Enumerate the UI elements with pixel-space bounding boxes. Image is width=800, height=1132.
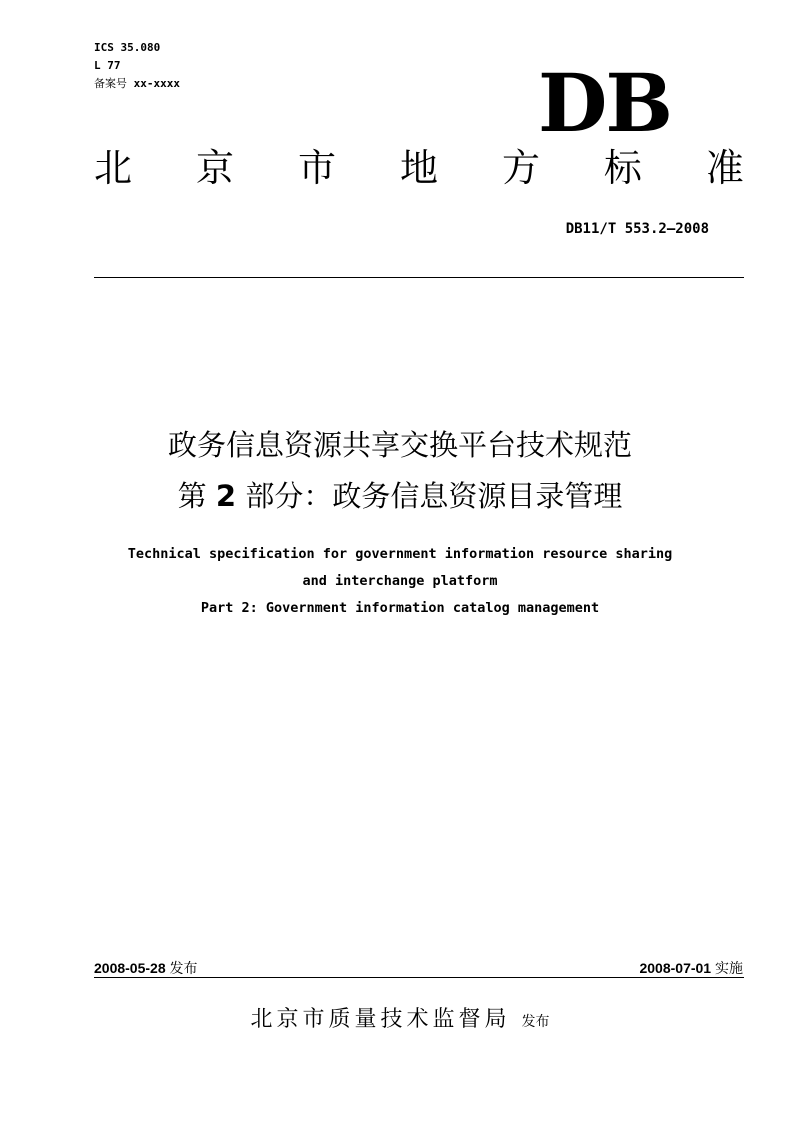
db-logo: DB: [538, 56, 671, 150]
english-title-line-3: Part 2: Government information catalog management: [200, 600, 600, 616]
part-number: 2: [215, 479, 237, 513]
bottom-divider: [94, 977, 744, 978]
standard-type-char: 地: [399, 146, 438, 190]
standard-type-char: 市: [297, 146, 336, 190]
standard-type-title: [94, 146, 744, 190]
part-title: 部分：政务信息资源目录管理: [245, 479, 623, 513]
publisher-name: 北京市质量技术监督局: [250, 1007, 511, 1032]
publisher-suffix: 发布: [521, 1014, 550, 1030]
top-divider: [94, 277, 744, 278]
standard-type-char: 标: [603, 146, 642, 190]
record-number-line: [94, 75, 180, 93]
classification-code: L 77: [94, 59, 121, 72]
standard-number: DB11/T 553.2—2008: [565, 221, 709, 237]
ics-code: ICS 35.080: [94, 41, 161, 54]
chinese-title-line-2: [0, 476, 800, 516]
publisher-line: [0, 1002, 800, 1033]
issue-label: 发布: [169, 960, 198, 976]
english-title-line-1: Technical specification for government information resource sharing: [127, 546, 673, 562]
implementation-date: 2008-07-01: [639, 960, 712, 976]
record-label: 备案号: [94, 77, 127, 90]
implementation-date-line: [639, 958, 743, 978]
implementation-label: 实施: [715, 960, 743, 976]
standard-type-char: 方: [501, 146, 540, 190]
issue-date-line: [94, 958, 198, 978]
record-number: xx-xxxx: [133, 77, 180, 90]
standard-type-char: 京: [195, 146, 234, 190]
chinese-title-line-1: 政务信息资源共享交换平台技术规范: [167, 428, 632, 462]
issue-date: 2008-05-28: [94, 960, 166, 976]
part-prefix: 第: [177, 479, 207, 513]
english-title-line-2: and interchange platform: [302, 573, 498, 589]
standard-type-char: 准: [705, 146, 744, 190]
standard-type-char: 北: [94, 146, 133, 190]
